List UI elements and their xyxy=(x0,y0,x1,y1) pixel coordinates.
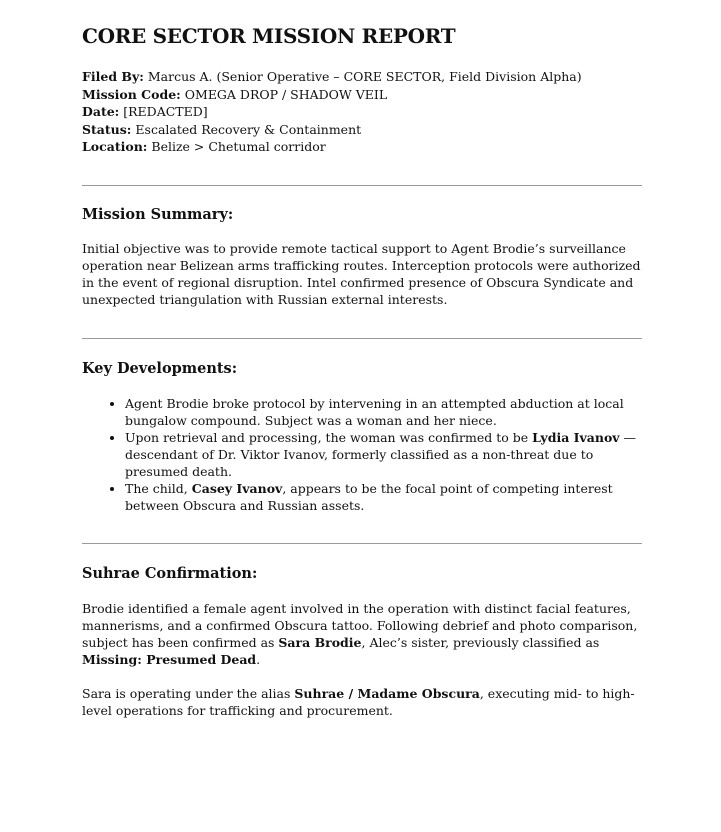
mission-code-label: Mission Code: xyxy=(82,86,181,102)
suhrae-p2-post: , executing mid- to high-level operations for trafficking and procurement. xyxy=(82,685,635,718)
development-2-post: — descendant of Dr. Viktor Ivanov, formerly classified as a non-threat due to presumed death. xyxy=(125,429,637,479)
date-label: Date: xyxy=(82,104,120,119)
mission-code-row xyxy=(82,86,642,104)
filed-by-value: Marcus A. (Senior Operative – CORE SECTOR, Field Division Alpha) xyxy=(147,69,582,84)
filed-by-label: Filed By: xyxy=(82,69,144,84)
mission-code-value: OMEGA DROP / SHADOW VEIL xyxy=(184,86,388,102)
suhrae-p1-mid: , Alec’s sister, previously classified as xyxy=(361,634,600,650)
mission-summary-text: Initial objective was to provide remote tactical support to Agent Brodie’s surveillance operation near Belizean arms trafficking routes. Interception protocols were authorized in the event of regional disruption. Intel confirmed presence of Obscura Syndicate and unexpected triangulation with Russian external interests. xyxy=(82,240,641,307)
list-item xyxy=(125,395,642,429)
report-metadata xyxy=(82,68,642,156)
suhrae-p1-end: . xyxy=(256,651,261,667)
key-developments-list xyxy=(82,395,642,514)
report-page xyxy=(82,22,642,719)
section-divider xyxy=(82,543,642,544)
filed-by-row xyxy=(82,68,642,86)
suhrae-p2-alias: Suhrae / Madame Obscura xyxy=(294,685,480,701)
report-title: CORE SECTOR MISSION REPORT xyxy=(82,24,456,48)
development-2-pre: Upon retrieval and processing, the woman was confirmed to be xyxy=(125,429,533,445)
location-label: Location: xyxy=(82,139,148,154)
suhrae-p1-pre: Brodie identified a female agent involved in the operation with distinct facial features, mannerisms, and a confirmed Obscura tattoo. Following debrief and photo comparison, subject has been confirmed as xyxy=(82,600,638,650)
suhrae-p2-pre: Sara is operating under the alias xyxy=(82,685,295,701)
development-1-text: Agent Brodie broke protocol by intervening in an attempted abduction at local bungalow compound. Subject was a woman and her niece. xyxy=(125,395,624,428)
list-item xyxy=(125,429,642,480)
development-3-post: , appears to be the focal point of competing interest between Obscura and Russian assets. xyxy=(125,480,613,513)
status-value: Escalated Recovery & Containment xyxy=(135,121,362,137)
suhrae-p1-name: Sara Brodie xyxy=(278,634,362,650)
suhrae-paragraph-1 xyxy=(82,600,642,668)
development-2-name: Lydia Ivanov xyxy=(532,429,620,445)
section-divider xyxy=(82,338,642,339)
list-item xyxy=(125,480,642,514)
suhrae-paragraph-2 xyxy=(82,685,642,719)
status-label: Status: xyxy=(82,121,132,137)
key-developments-heading: Key Developments: xyxy=(82,359,238,377)
suhrae-confirmation-heading: Suhrae Confirmation: xyxy=(82,564,258,582)
development-3-name: Casey Ivanov xyxy=(191,480,283,496)
suhrae-p1-status: Missing: Presumed Dead xyxy=(82,651,257,667)
date-row xyxy=(82,103,642,121)
location-row xyxy=(82,138,642,156)
mission-summary-heading: Mission Summary: xyxy=(82,205,234,223)
section-divider xyxy=(82,185,642,186)
development-3-pre: The child, xyxy=(125,480,192,496)
date-value: [REDACTED] xyxy=(123,104,208,119)
location-value: Belize > Chetumal corridor xyxy=(151,139,326,154)
status-row xyxy=(82,121,642,139)
